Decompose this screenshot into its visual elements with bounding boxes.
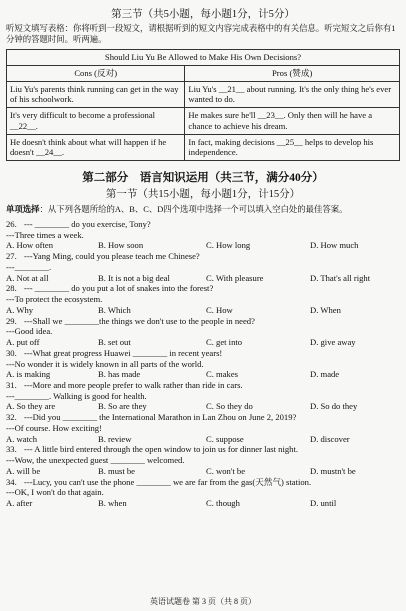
section3-instructions: 听短文填写表格：你将听到一段短文，请根据听到的短文内容完成表格中的有关信息。听完短文之后你有1分钟的答题时间。听两遍。 xyxy=(6,24,396,44)
question-number: 33. xyxy=(6,444,17,455)
answer-option[interactable]: C. With pleasure xyxy=(206,272,264,283)
question-line xyxy=(6,359,400,370)
pros-cell: Liu Yu's __21__ about running. It's the only thing he's ever wanted to do. xyxy=(185,81,400,107)
question-stem xyxy=(6,477,400,488)
answer-option[interactable]: A. will be xyxy=(6,465,41,476)
question-item xyxy=(6,348,400,380)
question-item xyxy=(6,219,400,251)
answer-option[interactable]: B. It is not a big deal xyxy=(98,272,170,283)
question-stem xyxy=(6,380,400,391)
answer-option[interactable]: A. How often xyxy=(6,240,54,251)
question-text: ---What great progress Huawei ________ in recent years! xyxy=(24,347,223,358)
question-number: 28. xyxy=(6,283,17,294)
question-number: 30. xyxy=(6,347,17,358)
option-row xyxy=(6,498,400,509)
answer-option[interactable]: B. review xyxy=(98,433,132,444)
answer-option[interactable]: A. Why xyxy=(6,304,34,315)
question-text: --- A little bird entered through the open window to join us for dinner last night. xyxy=(24,444,298,455)
question-stem xyxy=(6,348,400,359)
answer-option[interactable]: C. How xyxy=(206,304,233,315)
answer-option[interactable]: B. when xyxy=(98,498,127,509)
question-text: ---Shall we ________the things we don't use to the people in need? xyxy=(24,315,255,326)
question-item xyxy=(6,412,400,444)
cons-cell: Liu Yu's parents think running can get in the way of his schoolwork. xyxy=(7,81,185,107)
answer-option[interactable]: C. though xyxy=(206,498,240,509)
cons-cell: It's very difficult to become a professional __22__. xyxy=(7,108,185,134)
cons-header: Cons (反对) xyxy=(7,65,185,81)
question-number: 29. xyxy=(6,315,17,326)
listening-table xyxy=(6,49,400,161)
answer-option[interactable]: B. So are they xyxy=(98,401,147,412)
part2-title: 第二部分 语言知识运用（共三节，满分40分） xyxy=(82,172,324,184)
question-text: ---OK, I won't do that again. xyxy=(6,487,104,498)
question-item xyxy=(6,283,400,315)
cons-cell: He doesn't think about what will happen if he doesn't __24__. xyxy=(7,134,185,160)
question-text: ---Wow, the unexpected guest ________ welcomed. xyxy=(6,455,185,466)
question-item xyxy=(6,251,400,283)
answer-option[interactable]: B. set out xyxy=(98,337,131,348)
table-title: Should Liu Yu Be Allowed to Make His Own Decisions? xyxy=(7,50,400,66)
answer-option[interactable]: C. get into xyxy=(206,337,243,348)
question-text: ---Good idea. xyxy=(6,326,53,337)
question-line xyxy=(6,230,400,241)
answer-option[interactable]: D. until xyxy=(310,498,337,509)
question-number: 27. xyxy=(6,251,17,262)
question-item xyxy=(6,477,400,509)
answer-option[interactable]: B. must be xyxy=(98,465,136,476)
answer-option[interactable]: D. So do they xyxy=(310,401,358,412)
question-line xyxy=(6,294,400,305)
answer-option[interactable]: D. That's all right xyxy=(310,272,371,283)
part2-section1-title: 第一节（共15小题，每小题1分，计15分） xyxy=(105,189,301,201)
instructions-label: 单项选择 xyxy=(6,204,40,214)
answer-option[interactable]: D. give away xyxy=(310,337,356,348)
option-row xyxy=(6,369,400,380)
option-row xyxy=(6,466,400,477)
instructions-text: ：从下列各题所给的A、B、C、D四个选项中选择一个可以填入空白处的最佳答案。 xyxy=(39,204,348,214)
question-text: ---No wonder it is widely known in all parts of the world. xyxy=(6,358,204,369)
question-line xyxy=(6,262,400,273)
answer-option[interactable]: D. discover xyxy=(310,433,350,444)
pros-header: Pros (赞成) xyxy=(185,65,400,81)
answer-option[interactable]: B. Which xyxy=(98,304,131,315)
option-row xyxy=(6,337,400,348)
answer-option[interactable]: B. has made xyxy=(98,369,141,380)
question-text: ---More and more people prefer to walk rather than ride in cars. xyxy=(24,380,243,391)
question-text: ---________. xyxy=(6,261,52,272)
question-number: 31. xyxy=(6,380,17,391)
pros-cell: He makes sure he'll __23__. Only then will he have a chance to achieve his dream. xyxy=(185,108,400,134)
question-item xyxy=(6,444,400,476)
question-list xyxy=(6,219,400,509)
question-stem xyxy=(6,283,400,294)
question-number: 32. xyxy=(6,412,17,423)
question-stem xyxy=(6,412,400,423)
option-row xyxy=(6,305,400,316)
question-number: 26. xyxy=(6,219,17,229)
option-row xyxy=(6,273,400,284)
question-text: ---Did you ________ the International Marathon in Lan Zhou on June 2, 2019? xyxy=(24,412,297,423)
answer-option[interactable]: A. put off xyxy=(6,337,40,348)
pros-cell: In fact, making decisions __25__ helps to develop his independence. xyxy=(185,134,400,160)
question-text: ---________. Walking is good for health. xyxy=(6,390,147,401)
question-line xyxy=(6,391,400,402)
answer-option[interactable]: C. So they do xyxy=(206,401,253,412)
page-footer: 英语试题卷 第 3 页（共 8 页） xyxy=(150,597,256,606)
answer-option[interactable]: D. How much xyxy=(310,240,359,251)
question-line xyxy=(6,423,400,434)
option-row xyxy=(6,434,400,445)
question-stem xyxy=(6,444,400,455)
question-stem xyxy=(6,219,400,230)
answer-option[interactable]: D. made xyxy=(310,369,340,380)
question-item xyxy=(6,380,400,412)
option-row xyxy=(6,401,400,412)
question-line xyxy=(6,487,400,498)
question-line xyxy=(6,455,400,466)
question-item xyxy=(6,316,400,348)
question-text: ---Yang Ming, could you please teach me Chinese? xyxy=(24,251,200,262)
answer-option[interactable]: C. How long xyxy=(206,240,251,251)
exam-page xyxy=(6,0,400,606)
answer-option[interactable]: A. is making xyxy=(6,369,51,380)
answer-option[interactable]: D. mustn't be xyxy=(310,465,356,476)
question-text: --- ________ do you put a lot of snakes into the forest? xyxy=(24,283,214,294)
answer-option[interactable]: C. makes xyxy=(206,369,238,380)
answer-option[interactable]: A. after xyxy=(6,498,33,509)
question-text: ---Of course. How exciting! xyxy=(6,422,102,433)
question-stem xyxy=(6,251,400,262)
question-stem xyxy=(6,316,400,327)
answer-option[interactable]: A. Not at all xyxy=(6,272,49,283)
section3-title: 第三节（共5小题，每小题1分，计5分） xyxy=(111,9,295,20)
question-text: ---To protect the ecosystem. xyxy=(6,294,103,305)
answer-option[interactable]: A. So they are xyxy=(6,401,56,412)
question-text: ---Three times a week. xyxy=(6,229,84,240)
question-text: ---Lucy, you can't use the phone ________ we are far from the gas(天然气) station. xyxy=(24,476,312,487)
option-row xyxy=(6,240,400,251)
part2-instructions xyxy=(6,205,400,216)
question-text: --- ________ do you exercise, Tony? xyxy=(24,219,151,229)
answer-option[interactable]: B. How soon xyxy=(98,240,144,251)
answer-option[interactable]: D. When xyxy=(310,304,341,315)
question-number: 34. xyxy=(6,476,17,487)
answer-option[interactable]: A. watch xyxy=(6,433,38,444)
answer-option[interactable]: C. won't be xyxy=(206,465,246,476)
answer-option[interactable]: C. suppose xyxy=(206,433,244,444)
question-line xyxy=(6,326,400,337)
